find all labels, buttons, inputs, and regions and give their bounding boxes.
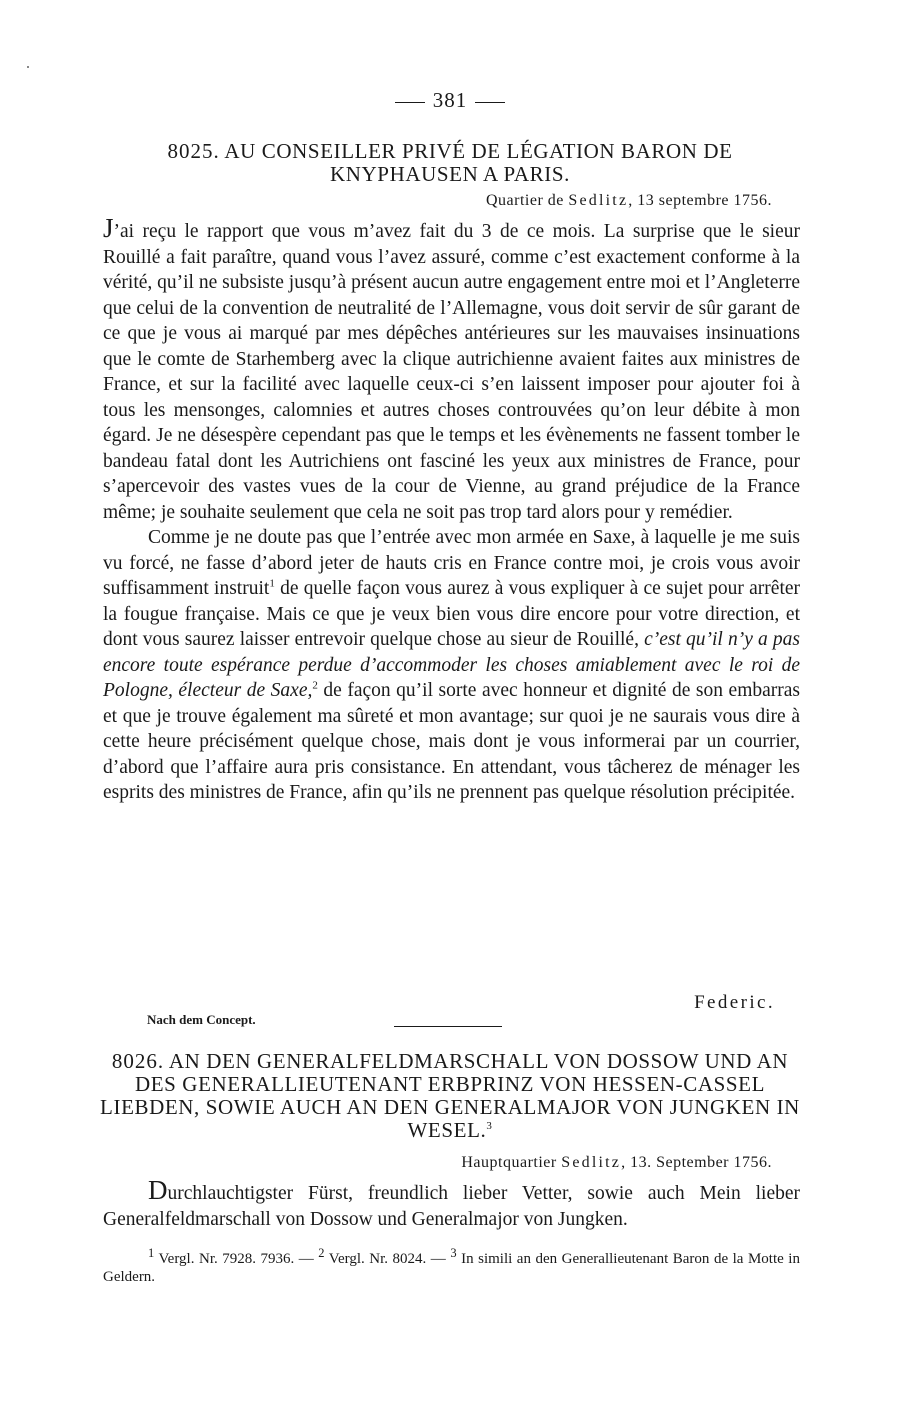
signature: Federic.	[694, 992, 775, 1013]
dateline-prefix: Quartier de	[486, 192, 569, 209]
page-number-dash-left	[395, 102, 425, 103]
dateline-date: , 13. September 1756.	[621, 1154, 772, 1171]
paragraph-text: de façon qu’il sorte avec honneur et dignité de son embarras et que je trouve également ma sûreté et mon avantage; sur quoi je ne saurais vous dire à cette heure précisément quelque chose, mais dont je vous informerai par un courrier, d’abord que l’affaire aura pris consistance. En attendant, vous tâcherez de ménager les esprits des ministres de France, afin qu’ils ne prennent pas quelque résolution précipitée.	[103, 680, 800, 803]
footnote-mark-2: 2	[318, 1246, 325, 1260]
dropcap: J	[103, 213, 114, 243]
footnote-mark-1: 1	[148, 1246, 155, 1260]
page-number	[0, 88, 900, 113]
letter-8026-paragraph-1	[103, 1175, 800, 1232]
footnote-ref-3: 3	[486, 1120, 493, 1132]
scan-speck	[27, 66, 29, 68]
letter-8025-title: AU CONSEILLER PRIVÉ DE LÉGATION BARON DE KNYPHAUSEN A PARIS.	[224, 139, 733, 186]
letter-8025-paragraph-2	[103, 525, 800, 806]
footnote-mark-3: 3	[450, 1246, 457, 1260]
letter-8026-title: AN DEN GENERALFELDMARSCHALL VON DOSSOW UND AN DES GENERALLIEUTENANT ERBPRINZ VON HESSEN-CASSEL LIEBDEN, SOWIE AUCH AN DEN GENERALMAJOR VON JUNGKEN IN WESEL.	[100, 1049, 800, 1142]
letter-8026-body	[103, 1175, 800, 1232]
page-number-dash-right	[475, 102, 505, 103]
dateline-prefix: Hauptquartier	[461, 1154, 562, 1171]
paragraph-text: urchlauchtigster Fürst, freundlich lieber Vetter, sowie auch Mein lieber Generalfeldmarschall von Dossow und Generalmajor von Jungken.	[103, 1183, 800, 1230]
letter-8025-body	[103, 213, 801, 806]
footnotes	[103, 1244, 800, 1286]
dropcap: D	[148, 1175, 168, 1205]
source-note: Nach dem Concept.	[147, 1012, 256, 1027]
paragraph-text: ’ai reçu le rapport que vous m’avez fait du 3 de ce mois. La surprise que le sieur Rouillé a fait paraître, quand vous l’avez assuré, comme c’est exactement conforme à la vérité, qu’il ne subsiste jusqu’à présent aucun autre engagement entre moi et l’Angleterre que celui de la convention de neutralité de l’Allemagne, vous doit servir de sûr garant de ce que je vous ai marqué par mes dépêches antérieures sur les mauvaises insinuations que le comte de Starhemberg avec la clique autrichienne avaient faites aux ministres de France, et sur la facilité avec laquelle ceux-ci s’en laissent imposer pour ajouter foi à tous les mensonges, calomnies et autres choses controuvées qu’on leur débite à mon égard. Je ne désespère cependant pas que le temps et les évènements ne fassent tomber le bandeau fatal dont les Autrichiens ont fasciné les yeux aux ministres de France, pour s’apercevoir des vastes vues de la cour de Vienne, au grand préjudice de la France même; je souhaite seulement que cela ne soit pas trop tard alors pour y remédier.	[103, 221, 800, 523]
letter-8026-heading	[100, 1050, 800, 1142]
paragraph-text: de quelle façon vous aurez à vous expliquer à ce sujet pour arrêter la fougue française. Mais ce que je veux bien vous dire encore pour votre direction, et dont vous saurez laisser entrevoir quelque chose au sieur de Rouillé,	[103, 578, 801, 650]
footnote-block	[103, 1244, 800, 1286]
italic-passage: c’est qu’il n’y a pas encore toute espérance perdue d’accommoder les choses amiablement avec le roi de Pologne, électeur de Saxe,	[103, 629, 800, 701]
letter-8025-paragraph-1	[103, 213, 800, 525]
letter-8025-dateline	[486, 192, 772, 210]
footnote-ref-2: 2	[312, 679, 318, 692]
dateline-place: Sedlitz	[568, 192, 629, 209]
dateline-date: , 13 septembre 1756.	[628, 192, 772, 209]
paragraph-text: Comme je ne doute pas que l’entrée avec mon armée en Saxe, à laquelle je me suis vu forcé, ne fasse d’abord jeter de hauts cris en France contre moi, je crois vous avoir suffisamment instruit	[103, 527, 800, 599]
letter-8026-number: 8026.	[111, 1049, 165, 1073]
letter-8026-dateline	[461, 1154, 772, 1172]
footnote-text-1: Vergl. Nr. 7928. 7936. —	[154, 1251, 319, 1267]
footnote-ref-1: 1	[269, 577, 275, 590]
footnote-text-2: Vergl. Nr. 8024. —	[324, 1251, 451, 1267]
section-separator	[394, 1026, 502, 1027]
footnote-text-3: In simili an den Generallieutenant Baron de la Motte in Geldern.	[103, 1251, 800, 1285]
dateline-place: Sedlitz	[561, 1154, 622, 1171]
page-number-value: 381	[432, 88, 468, 112]
letter-8025-heading	[100, 140, 800, 186]
letter-8025-number: 8025.	[167, 139, 220, 163]
